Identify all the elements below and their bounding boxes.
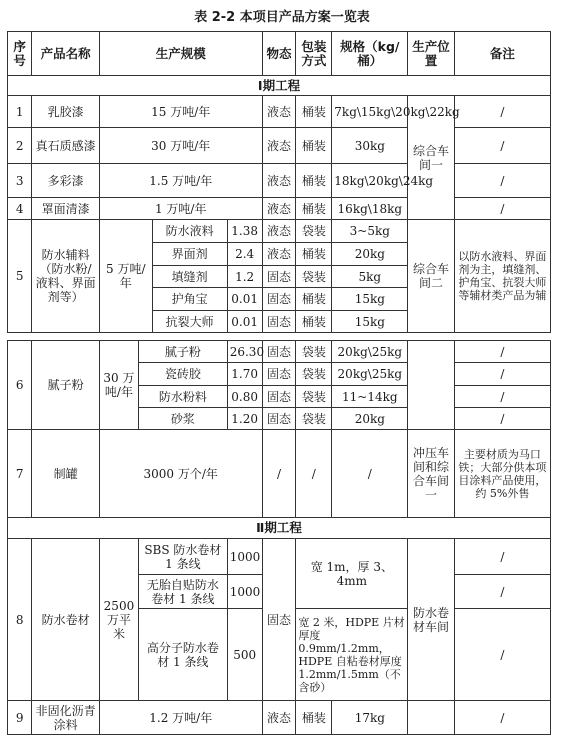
header-pack: 包装方式 <box>296 32 332 76</box>
spec-cell: 20kg\25kg <box>332 363 408 386</box>
section-row <box>8 76 551 96</box>
spec-cell: 11~14kg <box>332 386 408 408</box>
product-name: 多彩漆 <box>32 164 100 198</box>
spec-cell: 15kg <box>332 311 408 333</box>
product-table-part1 <box>7 31 551 333</box>
state-cell: / <box>262 430 296 518</box>
product-name: 非固化沥青涂料 <box>32 701 100 735</box>
sub-product-cell: 界面剂 <box>152 243 227 266</box>
location-cell: 冲压车间和综合车间一 <box>408 430 454 518</box>
sub-product-cell: 无胎自贴防水卷材 1 条线 <box>138 575 227 609</box>
product-name: 腻子粉 <box>32 341 100 430</box>
pack-cell: 桶装 <box>296 311 332 333</box>
spec-cell: 20kg <box>332 408 408 430</box>
qty-cell: 500 <box>227 609 262 701</box>
qty-cell: 0.01 <box>227 311 262 333</box>
product-name: 真石质感漆 <box>32 128 100 164</box>
table-row <box>8 96 551 128</box>
pack-cell: 桶装 <box>296 243 332 266</box>
sub-product-cell: 高分子防水卷材 1 条线 <box>138 609 227 701</box>
table-row <box>8 539 551 575</box>
pack-cell: 桶装 <box>296 164 332 198</box>
state-cell: 液态 <box>262 96 296 128</box>
state-cell: 固态 <box>262 311 296 333</box>
sub-product-cell: 防水粉料 <box>138 386 227 408</box>
sub-product-cell: 防水液料 <box>152 220 227 243</box>
location-cell: 防水卷材车间 <box>408 539 454 701</box>
note-cell: 以防水液料、界面剂为主，填缝剂、护角宝、抗裂大师等辅材类产品为辅 <box>454 220 550 333</box>
qty-cell: 26.30 <box>227 341 262 363</box>
product-table-part2 <box>7 340 551 735</box>
pack-cell: 袋装 <box>296 408 332 430</box>
product-name: 防水辅料（防水粉/液料、界面剂等） <box>32 220 100 333</box>
note-cell: / <box>454 128 550 164</box>
qty-cell: 0.80 <box>227 386 262 408</box>
note-cell: / <box>454 701 550 735</box>
header-state: 物态 <box>262 32 296 76</box>
table-row <box>8 198 551 220</box>
scale-cell: 1.5 万吨/年 <box>99 164 262 198</box>
table-row <box>8 220 551 243</box>
table-row <box>8 701 551 735</box>
spec-cell: 3~5kg <box>332 220 408 243</box>
spec-cell: 宽 1m，厚 3、4mm <box>296 539 408 609</box>
pack-cell: 袋装 <box>296 220 332 243</box>
pack-cell: 桶装 <box>296 288 332 311</box>
spec-cell: 宽 2 米，HDPE 片材厚度 0.9mm/1.2mm，HDPE 自粘卷材厚度 1.2mm/1.5mm（不含砂） <box>296 609 408 701</box>
table-row <box>8 128 551 164</box>
total-scale-cell: 30 万吨/年 <box>99 341 138 430</box>
spec-cell: 7kg\15kg\20kg\22kg <box>332 96 408 128</box>
state-cell: 固态 <box>262 386 296 408</box>
qty-cell: 1.2 <box>227 266 262 288</box>
product-name: 制罐 <box>32 430 100 518</box>
state-cell: 固态 <box>262 408 296 430</box>
scale-cell: 30 万吨/年 <box>99 128 262 164</box>
pack-cell: 桶装 <box>296 96 332 128</box>
row-no: 2 <box>8 128 32 164</box>
table-row <box>8 430 551 518</box>
pack-cell: / <box>296 430 332 518</box>
note-cell: / <box>454 198 550 220</box>
sub-product-cell: 填缝剂 <box>152 266 227 288</box>
state-cell: 固态 <box>262 539 296 701</box>
scale-cell: 3000 万个/年 <box>99 430 262 518</box>
spec-cell: 17kg <box>332 701 408 735</box>
scale-cell: 1 万吨/年 <box>99 198 262 220</box>
row-no: 5 <box>8 220 32 333</box>
sub-product-cell: 砂浆 <box>138 408 227 430</box>
note-cell: / <box>454 164 550 198</box>
qty-cell: 1.38 <box>227 220 262 243</box>
spec-cell: 20kg\25kg <box>332 341 408 363</box>
qty-cell: 0.01 <box>227 288 262 311</box>
location-cell: 综合车间一 <box>408 96 454 220</box>
header-name: 产品名称 <box>32 32 100 76</box>
product-name: 罩面清漆 <box>32 198 100 220</box>
note-cell: / <box>454 341 550 363</box>
spec-cell: / <box>332 430 408 518</box>
row-no: 4 <box>8 198 32 220</box>
header-note: 备注 <box>454 32 550 76</box>
pack-cell: 桶装 <box>296 128 332 164</box>
pack-cell: 袋装 <box>296 341 332 363</box>
state-cell: 液态 <box>262 243 296 266</box>
header-scale: 生产规模 <box>99 32 262 76</box>
row-no: 6 <box>8 341 32 430</box>
pack-cell: 袋装 <box>296 386 332 408</box>
location-cell <box>408 701 454 735</box>
sub-product-cell: SBS 防水卷材 1 条线 <box>138 539 227 575</box>
note-cell: / <box>454 539 550 575</box>
note-cell: / <box>454 408 550 430</box>
spec-cell: 5kg <box>332 266 408 288</box>
qty-cell: 1.70 <box>227 363 262 386</box>
header-no: 序号 <box>8 32 32 76</box>
note-cell: / <box>454 386 550 408</box>
product-name: 防水卷材 <box>32 539 100 701</box>
note-cell: / <box>454 363 550 386</box>
state-cell: 液态 <box>262 164 296 198</box>
header-loc: 生产位置 <box>408 32 454 76</box>
note-cell: / <box>454 96 550 128</box>
state-cell: 固态 <box>262 288 296 311</box>
state-cell: 液态 <box>262 701 296 735</box>
state-cell: 固态 <box>262 363 296 386</box>
qty-cell: 1000 <box>227 575 262 609</box>
section-phase2: Ⅱ期工程 <box>8 518 551 539</box>
row-no: 8 <box>8 539 32 701</box>
product-name: 乳胶漆 <box>32 96 100 128</box>
location-cell <box>408 341 454 430</box>
pack-cell: 袋装 <box>296 363 332 386</box>
qty-cell: 1.20 <box>227 408 262 430</box>
spec-cell: 16kg\18kg <box>332 198 408 220</box>
sub-product-cell: 护角宝 <box>152 288 227 311</box>
sub-product-cell: 瓷砖胶 <box>138 363 227 386</box>
row-no: 9 <box>8 701 32 735</box>
section-phase1: Ⅰ期工程 <box>8 76 551 96</box>
state-cell: 固态 <box>262 341 296 363</box>
row-no: 7 <box>8 430 32 518</box>
header-row <box>8 32 551 76</box>
total-scale-cell: 2500 万平米 <box>99 539 138 701</box>
section-row <box>8 518 551 539</box>
table-row <box>8 341 551 363</box>
scale-cell: 1.2 万吨/年 <box>99 701 262 735</box>
state-cell: 液态 <box>262 198 296 220</box>
location-cell: 综合车间二 <box>408 220 454 333</box>
row-no: 3 <box>8 164 32 198</box>
total-scale-cell: 5 万吨/年 <box>99 220 152 333</box>
note-cell: / <box>454 609 550 701</box>
sub-product-cell: 腻子粉 <box>138 341 227 363</box>
spec-cell: 18kg\20kg\24kg <box>332 164 408 198</box>
pack-cell: 桶装 <box>296 701 332 735</box>
scale-cell: 15 万吨/年 <box>99 96 262 128</box>
spec-cell: 30kg <box>332 128 408 164</box>
state-cell: 液态 <box>262 128 296 164</box>
table-title: 表 2-2 本项目产品方案一览表 <box>194 10 370 25</box>
sub-product-cell: 抗裂大师 <box>152 311 227 333</box>
qty-cell: 2.4 <box>227 243 262 266</box>
qty-cell: 1000 <box>227 539 262 575</box>
note-cell: / <box>454 575 550 609</box>
spec-cell: 15kg <box>332 288 408 311</box>
row-no: 1 <box>8 96 32 128</box>
pack-cell: 桶装 <box>296 198 332 220</box>
spec-cell: 20kg <box>332 243 408 266</box>
state-cell: 液态 <box>262 220 296 243</box>
header-spec: 规格（kg/桶） <box>332 32 408 76</box>
state-cell: 固态 <box>262 266 296 288</box>
pack-cell: 袋装 <box>296 266 332 288</box>
note-cell: 主要材质为马口铁；大部分供本项目涂料产品使用，约 5%外售 <box>454 430 550 518</box>
table-row <box>8 164 551 198</box>
